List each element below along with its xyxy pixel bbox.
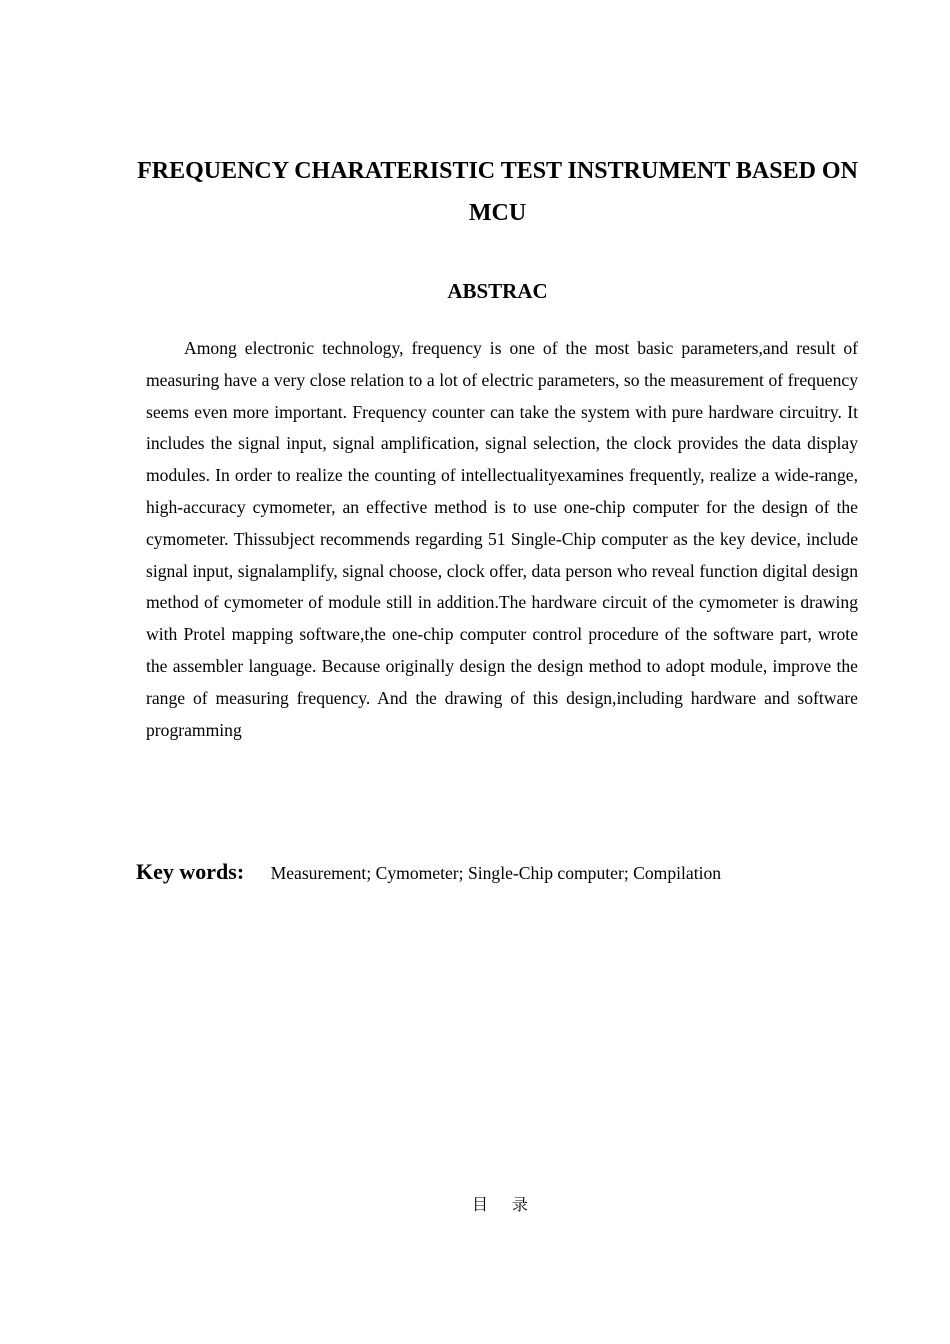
abstract-body: Among electronic technology, frequency is one of the most basic parameters,and result of measuring have a very close relation to a lot of electric parameters, so the measurement of frequency seems even more important. Frequency counter can take the system with pure hardware circuitry. It includes the signal input, signal amplification, signal selection, the clock provides the data display modules. In order to realize the counting of intellectualityexamines frequently, realize a wide-range, high-accuracy cymometer, an effective method is to use one-chip computer for the design of the cymometer. Thissubject recommends regarding 51 Single-Chip computer as the key device, include signal input, signalamplify, signal choose, clock offer, data person who reveal function digital design method of cymometer of module still in addition.The hardware circuit of the cymometer is drawing with Protel mapping software,the one-chip computer control procedure of the software part, wrote the assembler language. Because originally design the design method to adopt module, improve the range of measuring frequency. And the drawing of this design,including hardware and software programming <box>146 338 858 740</box>
keywords-value: Measurement; Cymometer; Single-Chip computer; Compilation <box>270 863 722 883</box>
abstract-heading: ABSTRAC <box>447 279 548 303</box>
table-of-contents-heading: 目录 <box>471 1195 552 1214</box>
paper-title: FREQUENCY CHARATERISTIC TEST INSTRUMENT BASED ON MCU <box>137 158 858 226</box>
keywords-line <box>136 856 876 889</box>
keywords-label: Key words: <box>136 859 245 884</box>
